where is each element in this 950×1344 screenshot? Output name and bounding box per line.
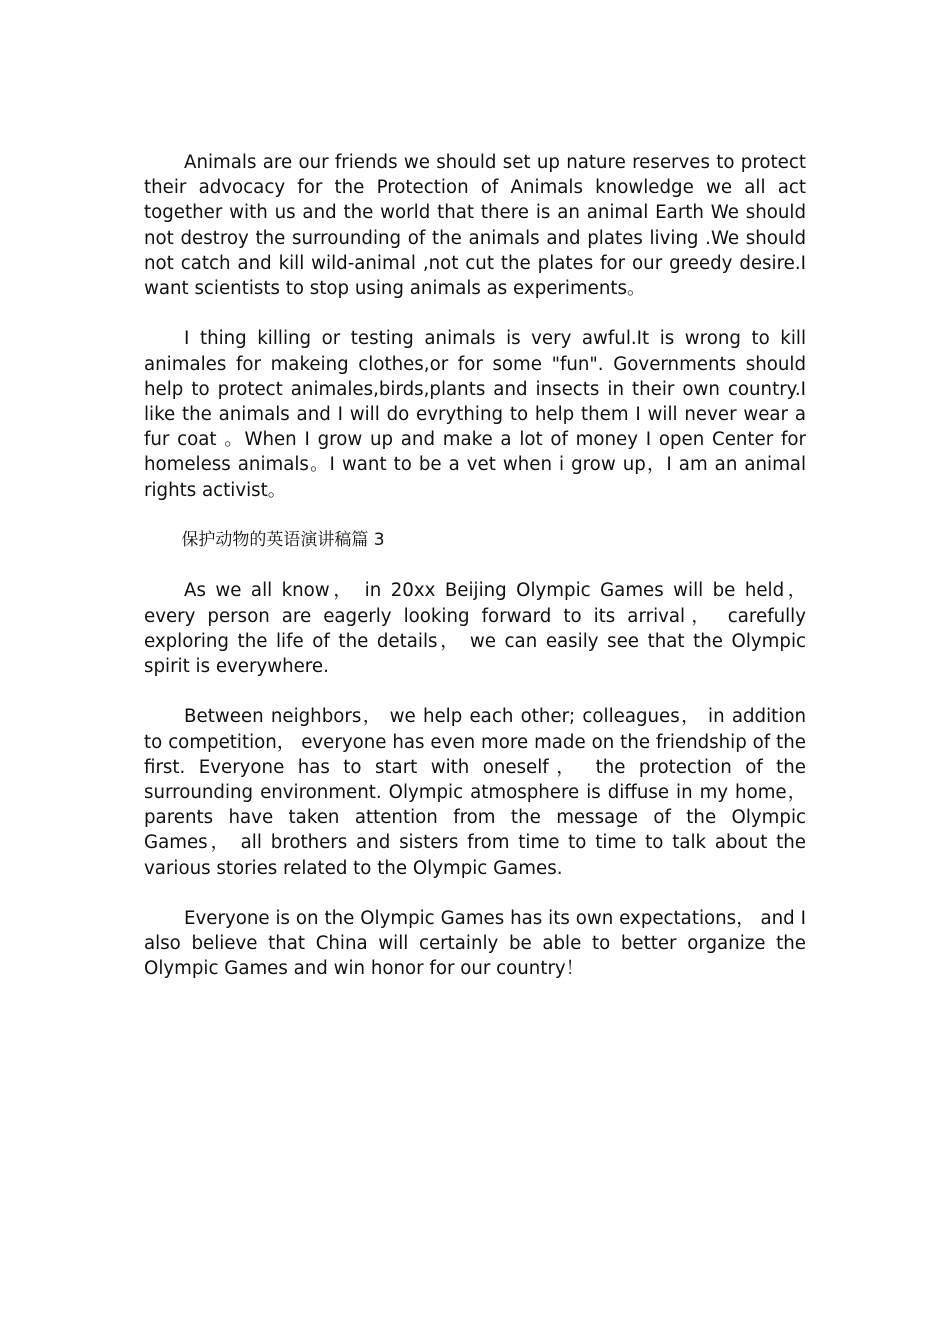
paragraph-expectations: Everyone is on the Olympic Games has its own expectations， and I also believe that China will certainly be able to better organize the Olympic Games and win honor for our country！ [144,908,806,980]
section-heading: 保护动物的英语演讲稿篇 3 [181,530,385,551]
paragraph-animal-testing: I thing killing or testing animals is very awful.It is wrong to kill animales for makeing clothes,or for some "fun". Governments should help to protect animales,birds,plants and insects in their own country.I like the animals and I will do evrything to help them I will never wear a fur coat 。When I grow up and make a lot of money I open Center for homeless animals。I want to be a vet when i grow up，I am an animal rights activist。 [144,328,806,501]
paragraph-animals-friends: Animals are our friends we should set up nature reserves to protect their advocacy for the Protection of Animals knowledge we all act together with us and the world that there is an animal Earth We should not destroy the surrounding of the animals and plates living .We should not catch and kill wild-animal ,not cut the plates for our greedy desire.I want scientists to stop using animals as experiments。 [144,152,806,300]
paragraph-neighbors: Between neighbors， we help each other; colleagues， in addition to competition， everyone has even more made on the friendship of the first. Everyone has to start with oneself， the protection of the surrounding environment. Olympic atmosphere is diffuse in my home， parents have taken attention from the message of the Olympic Games， all brothers and sisters from time to time to talk about the various stories related to the Olympic Games. [144,706,806,879]
document-body [144,150,806,1007]
paragraph-olympic-intro: As we all know， in 20xx Beijing Olympic Games will be held， every person are eagerly looking forward to its arrival， carefully exploring the life of the details， we can easily see that the Olympic spirit is everywhere. [144,580,806,678]
